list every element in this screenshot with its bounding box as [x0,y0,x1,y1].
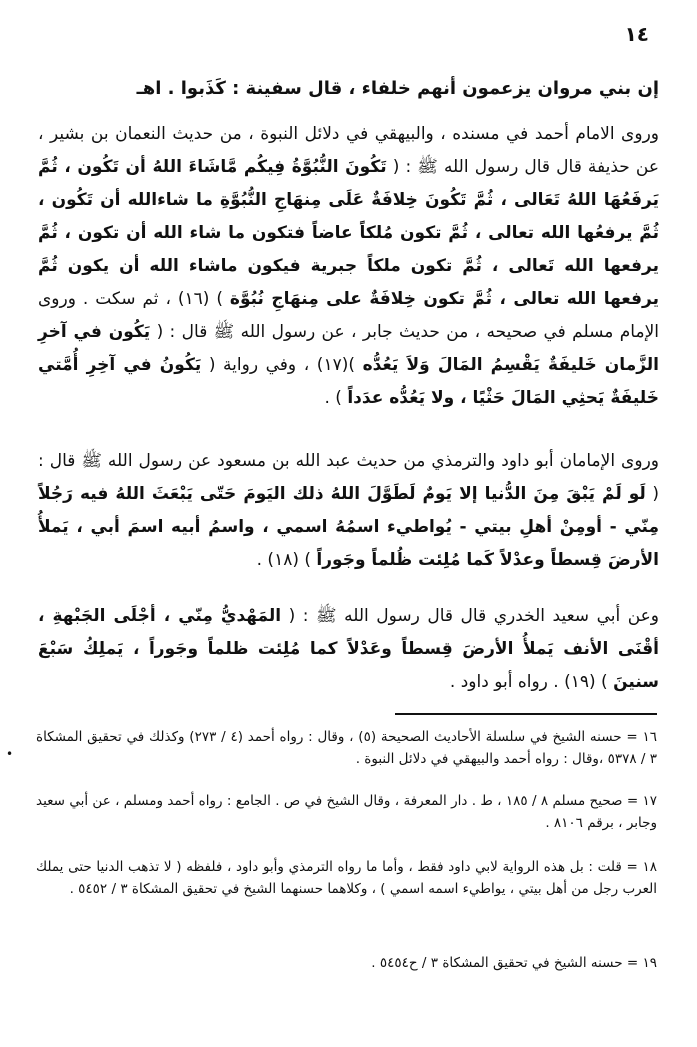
paragraph-hadith-caliphate [38,118,659,415]
para1-after2: )(١٧) ، وفي رواية ( [208,355,355,375]
footnote-19: ١٩ = حسنه الشيخ في تحقيق المشكاة ٣ / ح٥٤٥٤ . [371,955,657,971]
para1-lead: وروى الامام أحمد في مسنده ، والبيهقي في دلائل النبوة ، من حديث النعمان بن بشير ، عن حذيفة قال قال رسول الله ﷺ : ( [38,124,659,177]
para2-lead: وروى الإمامان أبو داود والترمذي من حديث عبد الله بن مسعود عن رسول الله ﷺ قال : ( [38,451,659,504]
hadith-text-5: المَهْديُّ مِنّي ، أجْلَى الجَبْهةِ ، أقْنَى الأنف يَملأُ الأرضَ قِسطاً وعَدْلاً كما مُلِئت ظلماً وجَوراً ، يَملِكُ سَبْعَ سنينَ [38,606,659,692]
footnote-divider [395,713,657,715]
footnote-18: ١٨ = قلت : بل هذه الرواية لابي داود فقط ، وأما ما رواه الترمذي وأبو داود ، فلفظه ( لا تذهب الدنيا حتى يملك العرب رجل من أهل بيتي ، يواطيء اسمه اسمي ) ، وكلاهما حسنهما الشيخ في تحقيق المشكاة ٣ / ٥٤٥٢ . [36,859,657,897]
intro-line: إن بني مروان يزعمون أنهم خلفاء ، قال سفينة : كَذَبوا . اهـ [136,78,659,99]
para1-end: ) . [324,388,342,408]
paragraph-hadith-abu-dawud [38,445,659,577]
paragraph-hadith-mahdi [38,600,659,699]
page-number: ١٤ [624,22,649,46]
para3-lead: وعن أبي سعيد الخدري قال قال رسول الله ﷺ : ( [288,606,660,626]
para1-after1: ) (١٦) ، ثم سكت . وروى الإمام مسلم في صحيحه ، من حديث جابر ، عن رسول الله ﷺ قال : ( [38,289,659,342]
para3-end: ) (١٩) . رواه أبو داود . [449,672,608,692]
hadith-text-4: لَو لَمْ يَبْقَ مِنَ الدُّنيا إلا يَومٌ لَطَوَّلَ اللهُ ذلك اليَومَ حَتّى يَبْعَثَ اللهُ فيه رَجُلاً مِنّي - أومِنْ أهلِ بيتي - يُواطيء اسمُهُ اسمي ، واسمُ أبيه اسمَ أبي ، يَملأُ الأرضَ قِسطاً وعدْلاً كَما مُلِئت ظُلماً وجَوراً [38,484,659,570]
margin-dot: • [6,747,14,761]
para2-end: ) (١٨) . [256,550,312,570]
hadith-text-2: يَكُون في آخرِ الزَّمان خَليفَةٌ يَقْسِمُ المَالَ وَلاَ يَعُدُّه [38,322,660,375]
hadith-text-1: تَكُونَ النُّبُوَّةُ فِيكُم مَّاشَاءَ اللهُ أن تَكُون ، ثُمَّ يَرفَعُهَا اللهُ تَعَالى ، ثُمَّ تَكُونَ خِلافَةٌ عَلَى مِنهَاجِ النُّبُوَّةِ ما شاءالله أن تَكُون ، ثُمَّ يرفعُها الله تعالى ، ثُمَّ تكون مُلكاً عاضاً فتكون ما شاء الله أن تكون ، ثُمَّ يرفعها الله تَعالى ، ثُمَّ تكون ملكاً جبرية فيكون ماشاء الله أن يكون ثُمَّ يرفعها الله تعالى ، ثُمَّ تكون خِلافَةٌ على مِنهَاجِ نُبُوَّة [38,157,659,309]
footnote-17: ١٧ = صحيح مسلم ٨ / ١٨٥ ، ط . دار المعرفة ، وقال الشيخ في ص . الجامع : رواه أحمد ومسلم ، عن أبي سعيد وجابر ، برقم ٨١٠٦ . [36,793,657,831]
footnote-16: ١٦ = حسنه الشيخ في سلسلة الأحاديث الصحيحة (٥) ، وقال : رواه أحمد (٤ / ٢٧٣) وكذلك في تحقيق المشكاة ٣ / ٥٣٧٨ ،وقال : رواه أحمد والبيهقي في دلائل النبوة . [36,729,657,767]
hadith-text-3: يَكُونُ في آخِرِ أُمَّتي خَليفَةٌ يَحثِي المَالَ حَثْيًا ، ولا يَعُدُّه عدَداً [38,355,659,408]
